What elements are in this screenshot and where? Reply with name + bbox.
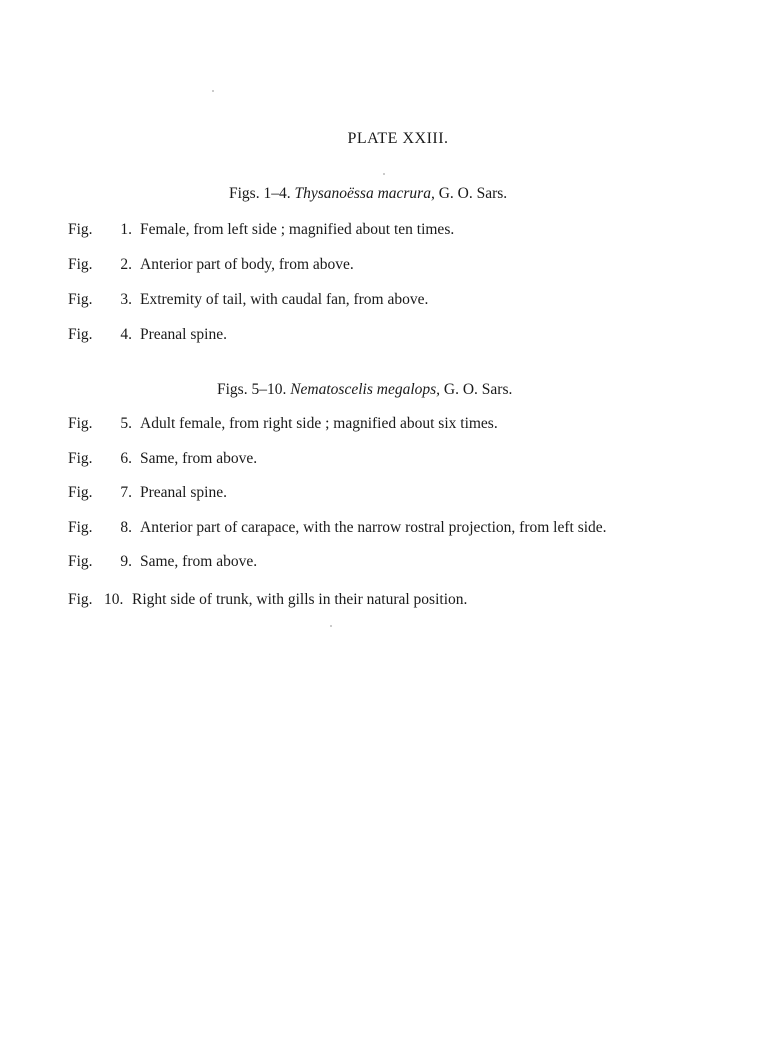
figure-entry [68, 326, 227, 344]
fig-label: Fig. [68, 484, 93, 501]
fig-number: 7. [120, 484, 132, 501]
species-name: Thysanoëssa macrura, [294, 185, 435, 202]
species-author: G. O. Sars. [443, 381, 513, 398]
fig-number: 9. [120, 553, 132, 570]
scan-speck [330, 625, 332, 627]
group-heading [229, 185, 507, 203]
fig-label: Fig. [68, 256, 93, 273]
fig-caption: Female, from left side ; magnified about ten times. [140, 221, 455, 238]
fig-number: 3. [120, 291, 132, 308]
fig-caption: Right side of trunk, with gills in their natural position. [132, 591, 468, 608]
fig-caption: Adult female, from right side ; magnified about six times. [140, 415, 498, 432]
fig-caption: Anterior part of carapace, with the narrow rostral projection, from left side. [140, 519, 607, 536]
fig-caption: Same, from above. [140, 450, 258, 467]
fig-label: Fig. [68, 553, 93, 570]
fig-caption: Preanal spine. [140, 484, 227, 501]
fig-number: 2. [120, 256, 132, 273]
figure-entry [68, 484, 227, 502]
plate-title: PLATE XXIII. [347, 130, 449, 147]
fig-label: Fig. [68, 221, 93, 238]
fig-label: Fig. [68, 591, 93, 608]
figs-range-label: Figs. 5–10. [217, 381, 287, 398]
figure-entry [68, 591, 467, 609]
scan-speck [212, 90, 214, 92]
fig-number: 6. [120, 450, 132, 467]
fig-caption: Extremity of tail, with caudal fan, from above. [140, 291, 429, 308]
fig-caption: Preanal spine. [140, 326, 227, 343]
figure-entry [68, 415, 498, 433]
fig-label: Fig. [68, 415, 93, 432]
fig-label: Fig. [68, 519, 93, 536]
fig-label: Fig. [68, 450, 93, 467]
figs-range-label: Figs. 1–4. [229, 185, 291, 202]
fig-number: 1. [120, 221, 132, 238]
figure-entry [68, 221, 454, 239]
figure-entry [68, 553, 257, 571]
fig-caption: Anterior part of body, from above. [140, 256, 354, 273]
fig-number: 5. [120, 415, 132, 432]
fig-number: 4. [120, 326, 132, 343]
fig-number: 10. [104, 591, 124, 608]
figure-entry [68, 291, 428, 309]
fig-number: 8. [120, 519, 132, 536]
fig-label: Fig. [68, 326, 93, 343]
figure-entry [68, 256, 354, 274]
figure-entry [68, 519, 607, 537]
fig-caption: Same, from above. [140, 553, 258, 570]
figure-entry [68, 450, 257, 468]
species-name: Nematoscelis megalops, [290, 381, 441, 398]
scan-speck [383, 173, 385, 175]
fig-label: Fig. [68, 291, 93, 308]
group-heading [217, 381, 512, 399]
species-author: G. O. Sars. [438, 185, 508, 202]
